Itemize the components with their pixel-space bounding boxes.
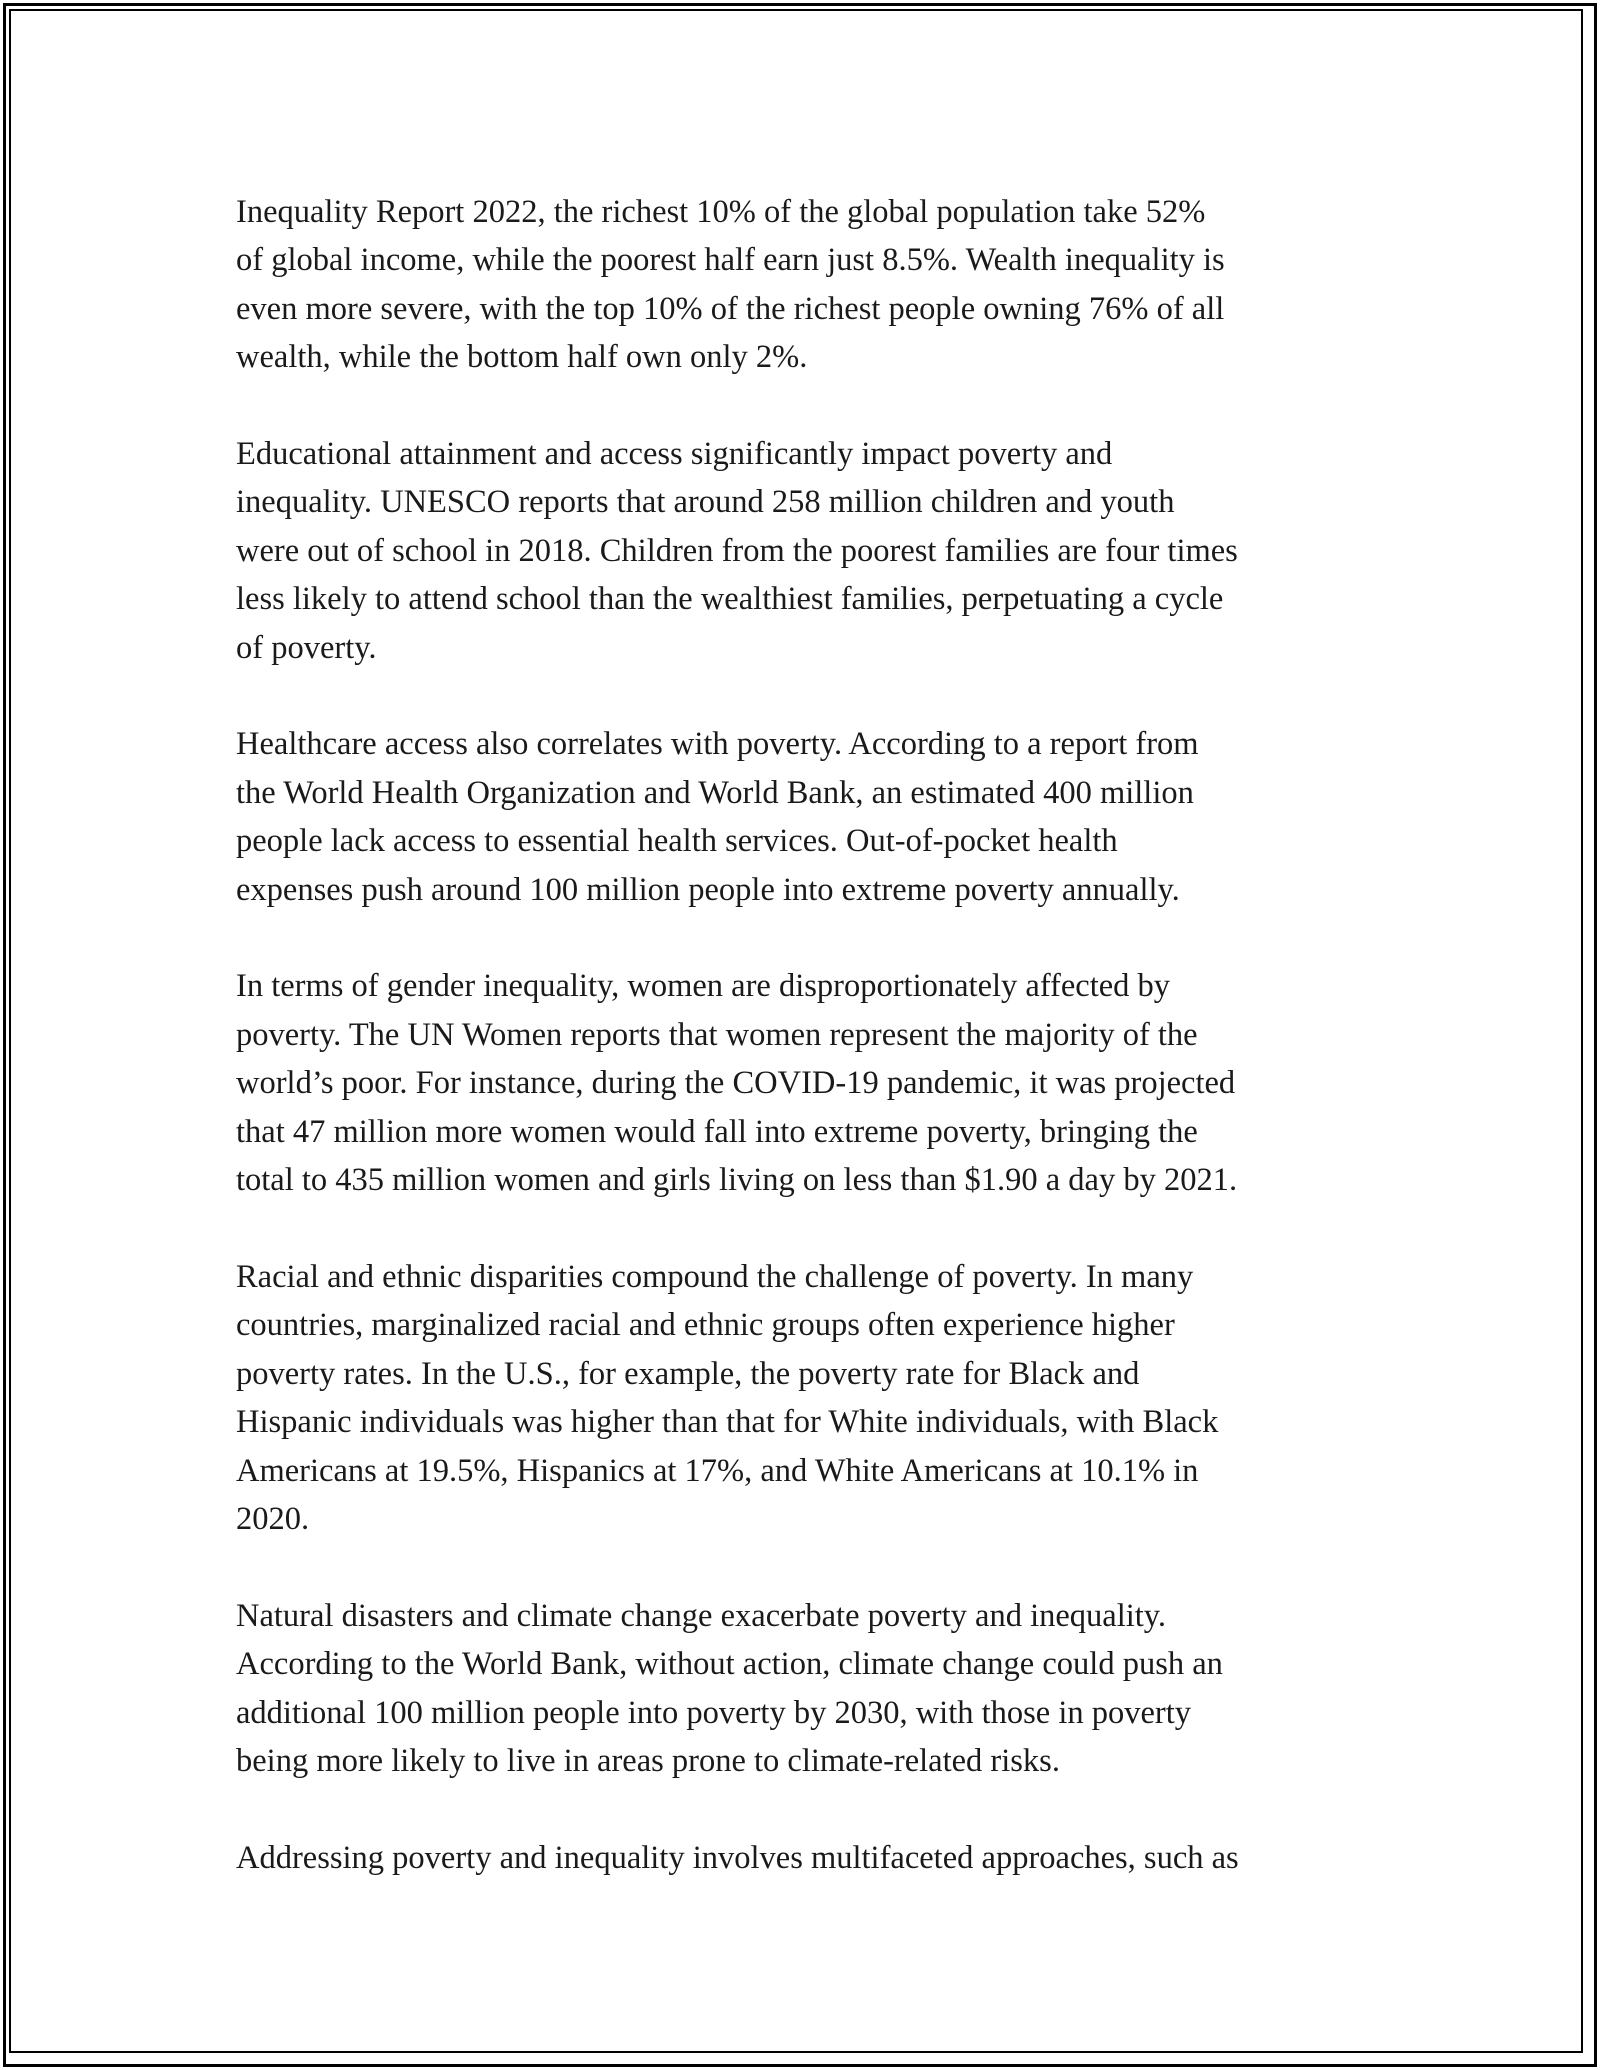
paragraph-line: of poverty. — [236, 629, 377, 666]
paragraph-line: Racial and ethnic disparities compound the challenge of poverty. In many — [236, 1258, 1194, 1295]
paragraph-line: Healthcare access also correlates with poverty. According to a report from — [236, 726, 1199, 763]
paragraph-line: inequality. UNESCO reports that around 258 million children and youth — [236, 484, 1175, 521]
paragraph — [236, 1834, 1396, 1882]
paragraph — [236, 1253, 1396, 1543]
paragraph-line: In terms of gender inequality, women are disproportionately affected by — [236, 968, 1171, 1005]
paragraph — [236, 962, 1396, 1204]
paragraph-line: wealth, while the bottom half own only 2%. — [236, 339, 808, 376]
paragraph-line: countries, marginalized racial and ethnic groups often experience higher — [236, 1307, 1175, 1344]
paragraph-line: being more likely to live in areas prone to climate-related risks. — [236, 1742, 1060, 1779]
paragraph — [236, 720, 1396, 914]
paragraph — [236, 430, 1396, 672]
paragraph-line: additional 100 million people into poverty by 2030, with those in poverty — [236, 1694, 1192, 1731]
paragraph-line: of global income, while the poorest half earn just 8.5%. Wealth inequality is — [236, 242, 1225, 279]
paragraph-line: that 47 million more women would fall into extreme poverty, bringing the — [236, 1113, 1198, 1150]
paragraph-line: Natural disasters and climate change exacerbate poverty and inequality. — [236, 1597, 1167, 1634]
paragraph-line: Americans at 19.5%, Hispanics at 17%, and White Americans at 10.1% in — [236, 1452, 1199, 1489]
paragraph-line: less likely to attend school than the wealthiest families, perpetuating a cycle — [236, 581, 1224, 618]
paragraph-line: Hispanic individuals was higher than that for White individuals, with Black — [236, 1404, 1219, 1441]
paragraph-line: 2020. — [236, 1500, 310, 1537]
paragraph-line: world’s poor. For instance, during the COVID-19 pandemic, it was projected — [236, 1065, 1236, 1102]
paragraph-line: total to 435 million women and girls living on less than $1.90 a day by 2021. — [236, 1162, 1238, 1199]
document-body — [236, 188, 1396, 1931]
paragraph-line: were out of school in 2018. Children from the poorest families are four times — [236, 532, 1238, 569]
paragraph-line: even more severe, with the top 10% of the richest people owning 76% of all — [236, 290, 1225, 327]
paragraph-line: expenses push around 100 million people into extreme poverty annually. — [236, 871, 1180, 908]
paragraph-line: According to the World Bank, without action, climate change could push an — [236, 1646, 1223, 1683]
paragraph-line: Inequality Report 2022, the richest 10% of the global population take 52% — [236, 194, 1206, 230]
paragraph-line: poverty. The UN Women reports that women represent the majority of the — [236, 1016, 1198, 1053]
paragraph-line: poverty rates. In the U.S., for example, the poverty rate for Black and — [236, 1355, 1140, 1392]
paragraph — [236, 188, 1396, 382]
paragraph-line: Educational attainment and access significantly impact poverty and — [236, 436, 1113, 473]
paragraph — [236, 1592, 1396, 1786]
paragraph-line: the World Health Organization and World Bank, an estimated 400 million — [236, 774, 1194, 811]
paragraph-line: people lack access to essential health services. Out-of-pocket health — [236, 823, 1118, 860]
paragraph-line: Addressing poverty and inequality involves multifaceted approaches, such as — [236, 1839, 1239, 1876]
